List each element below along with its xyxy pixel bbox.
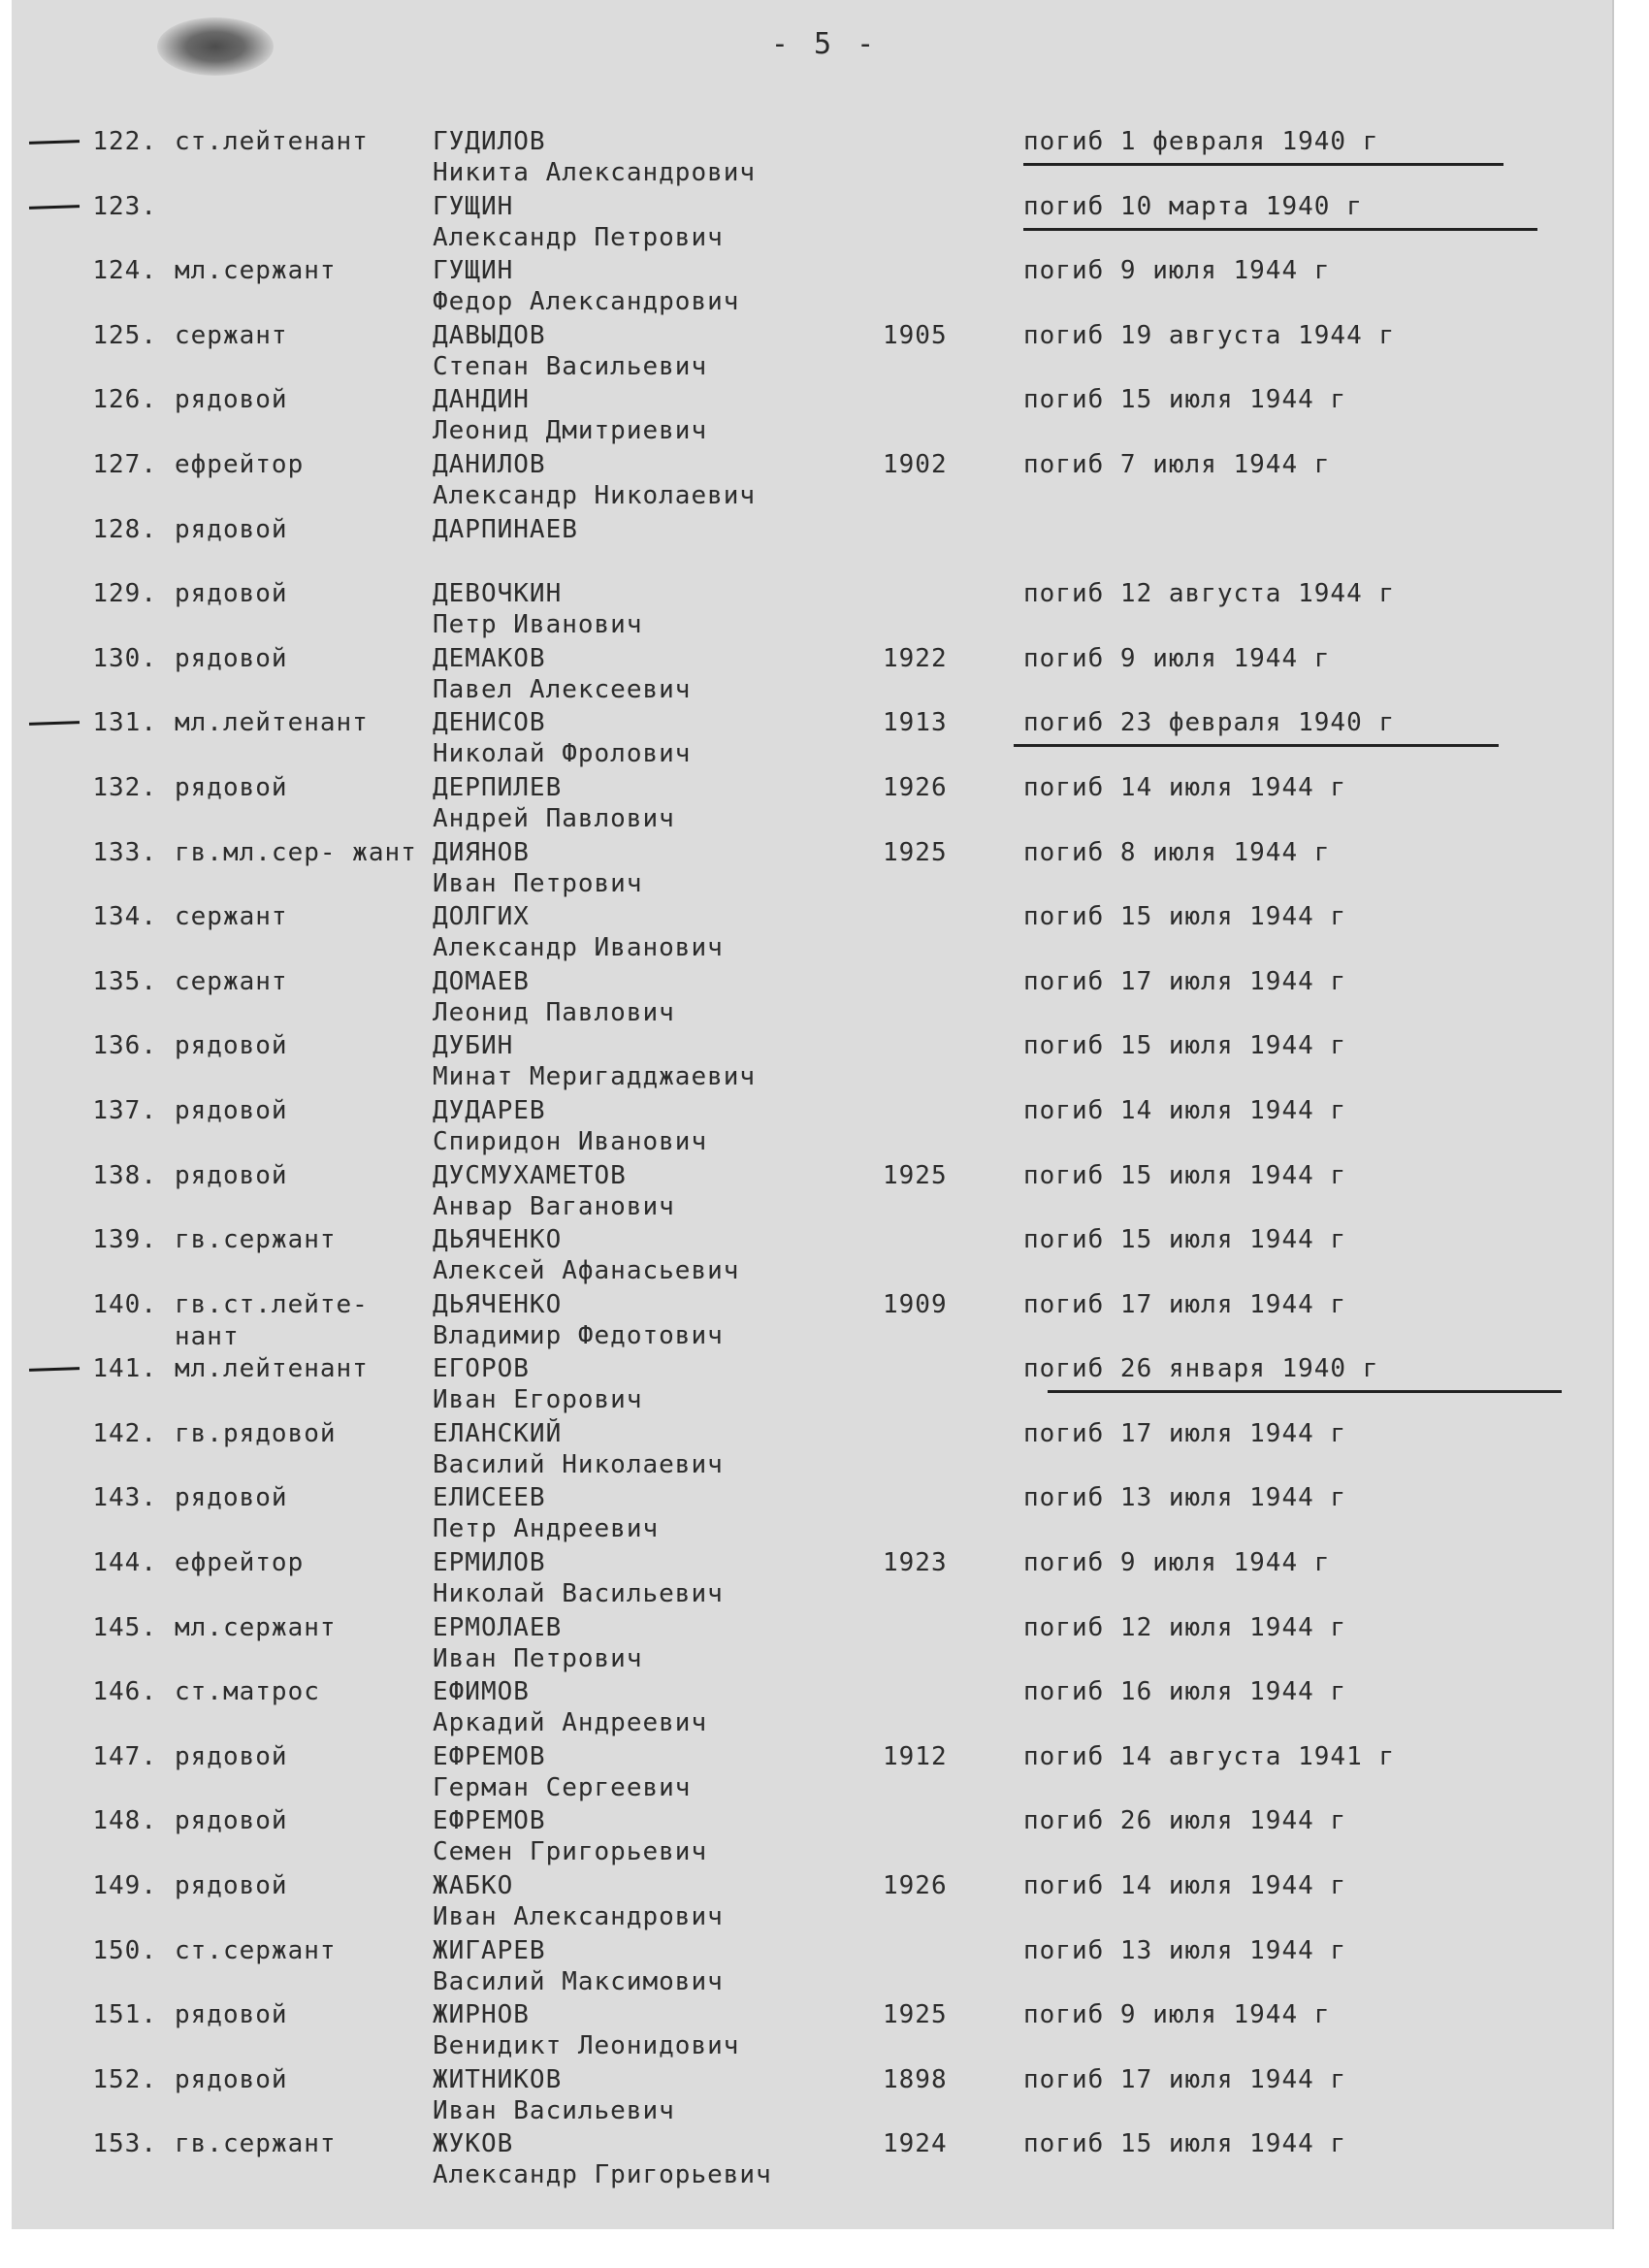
entry-surname: ДАНДИН: [433, 385, 530, 415]
list-item: [0, 643, 1649, 708]
list-item: [0, 384, 1649, 449]
entry-given-names: Иван Александрович: [433, 1902, 724, 1932]
entry-death-note: погиб 26 июля 1944 г: [1023, 1806, 1347, 1836]
entry-death-note: погиб 14 июля 1944 г: [1023, 1871, 1347, 1901]
list-item: [0, 126, 1649, 191]
entry-death-note: погиб 12 августа 1944 г: [1023, 579, 1396, 609]
entry-rank: рядовой: [175, 2064, 288, 2094]
entry-given-names: Никита Александрович: [433, 158, 757, 187]
entry-surname: ЕЛИСЕЕВ: [433, 1483, 546, 1513]
entry-death-note: погиб 9 июля 1944 г: [1023, 256, 1331, 286]
entry-rank: рядовой: [175, 1871, 288, 1901]
entry-death-note: погиб 17 июля 1944 г: [1023, 1418, 1347, 1448]
entry-rank: ст.сержант: [175, 1935, 337, 1965]
entry-surname: ДЬЯЧЕНКО: [433, 1225, 563, 1255]
entry-surname: ДЕМАКОВ: [433, 643, 546, 673]
entry-number: 148.: [92, 1806, 157, 1836]
entry-death-note: погиб 23 февраля 1940 г: [1023, 708, 1396, 738]
entry-given-names: Петр Андреевич: [433, 1514, 660, 1544]
entry-surname: ГУДИЛОВ: [433, 127, 546, 156]
entry-given-names: Степан Васильевич: [433, 351, 708, 381]
entry-death-note: погиб 7 июля 1944 г: [1023, 449, 1331, 479]
list-item: [0, 966, 1649, 1031]
entry-given-names: Александр Николаевич: [433, 480, 757, 510]
entry-number: 134.: [92, 902, 157, 932]
list-item: [0, 901, 1649, 966]
entry-birth-year: 1922: [883, 643, 948, 673]
list-item: [0, 1418, 1649, 1483]
entry-given-names: Леонид Павлович: [433, 997, 675, 1027]
list-item: [0, 1095, 1649, 1160]
entry-rank: гв.сержант: [175, 2129, 337, 2159]
list-item: [0, 1805, 1649, 1870]
entry-surname: ДАРПИНАЕВ: [433, 514, 578, 544]
entry-surname: ЖИРНОВ: [433, 2000, 530, 2030]
entry-death-note: погиб 26 января 1940 г: [1023, 1354, 1379, 1384]
entry-death-note: погиб 15 июля 1944 г: [1023, 902, 1347, 932]
list-item: [0, 707, 1649, 772]
handwritten-underline: [1048, 1390, 1562, 1393]
entry-given-names: Семен Григорьевич: [433, 1837, 708, 1867]
list-item: [0, 1935, 1649, 2000]
entry-rank: рядовой: [175, 772, 288, 802]
entry-surname: ДУСМУХАМЕТОВ: [433, 1160, 627, 1190]
entry-surname: ДАНИЛОВ: [433, 449, 546, 479]
entry-given-names: Иван Петрович: [433, 1643, 643, 1673]
list-item: [0, 1030, 1649, 1095]
entry-death-note: погиб 8 июля 1944 г: [1023, 837, 1331, 867]
entry-surname: ЖАБКО: [433, 1871, 514, 1901]
entry-surname: ЕФРЕМОВ: [433, 1741, 546, 1771]
entry-rank: рядовой: [175, 1031, 288, 1061]
entry-number: 151.: [92, 2000, 157, 2030]
entry-death-note: погиб 15 июля 1944 г: [1023, 1225, 1347, 1255]
casualty-list: [0, 126, 1649, 2193]
entry-given-names: Федор Александрович: [433, 287, 740, 317]
entry-birth-year: 1926: [883, 772, 948, 802]
entry-death-note: погиб 9 июля 1944 г: [1023, 2000, 1331, 2030]
handwritten-underline: [1014, 744, 1499, 747]
entry-rank: гв.мл.сер- жант: [175, 837, 417, 867]
entry-given-names: Иван Егорович: [433, 1385, 643, 1415]
entry-rank: сержант: [175, 902, 288, 932]
list-item: [0, 191, 1649, 256]
entry-surname: ДОМАЕВ: [433, 966, 530, 996]
entry-rank: рядовой: [175, 385, 288, 415]
entry-given-names: Василий Максимович: [433, 1966, 724, 1996]
entry-birth-year: 1925: [883, 1160, 948, 1190]
entry-given-names: Иван Петрович: [433, 868, 643, 898]
entry-surname: ЖИТНИКОВ: [433, 2064, 563, 2094]
entry-number: 124.: [92, 256, 157, 286]
list-item: [0, 1741, 1649, 1806]
entry-given-names: Василий Николаевич: [433, 1449, 724, 1479]
list-item: [0, 1999, 1649, 2064]
entry-surname: ДУДАРЕВ: [433, 1095, 546, 1125]
entry-rank: ст.лейтенант: [175, 127, 369, 156]
entry-number: 146.: [92, 1677, 157, 1707]
entry-number: 132.: [92, 772, 157, 802]
entry-death-note: погиб 9 июля 1944 г: [1023, 643, 1331, 673]
entry-given-names: Алексей Афанасьевич: [433, 1256, 740, 1286]
list-item: [0, 1224, 1649, 1289]
entry-death-note: погиб 13 июля 1944 г: [1023, 1483, 1347, 1513]
entry-death-note: погиб 12 июля 1944 г: [1023, 1612, 1347, 1642]
entry-rank: гв.рядовой: [175, 1418, 337, 1448]
entry-number: 147.: [92, 1741, 157, 1771]
list-item: [0, 449, 1649, 514]
entry-rank: рядовой: [175, 643, 288, 673]
list-item: [0, 1676, 1649, 1741]
entry-given-names: Павел Алексеевич: [433, 674, 692, 704]
entry-rank: ефрейтор: [175, 449, 305, 479]
entry-surname: ДАВЫДОВ: [433, 320, 546, 350]
entry-number: 140.: [92, 1289, 157, 1319]
entry-given-names: Минат Меригадджаевич: [433, 1062, 757, 1092]
entry-rank: рядовой: [175, 579, 288, 609]
entry-number: 139.: [92, 1225, 157, 1255]
entry-rank: рядовой: [175, 1741, 288, 1771]
list-item: [0, 320, 1649, 385]
entry-surname: ЕЛАНСКИЙ: [433, 1418, 563, 1448]
entry-given-names: Аркадий Андреевич: [433, 1708, 708, 1738]
list-item: [0, 255, 1649, 320]
entry-number: 136.: [92, 1031, 157, 1061]
entry-death-note: погиб 1 февраля 1940 г: [1023, 127, 1379, 156]
entry-surname: ЕРМОЛАЕВ: [433, 1612, 563, 1642]
entry-given-names: Андрей Павлович: [433, 803, 675, 833]
entry-death-note: погиб 9 июля 1944 г: [1023, 1548, 1331, 1578]
entry-death-note: погиб 17 июля 1944 г: [1023, 966, 1347, 996]
entry-number: 141.: [92, 1354, 157, 1384]
entry-surname: ДЕВОЧКИН: [433, 579, 563, 609]
list-item: [0, 837, 1649, 902]
entry-birth-year: 1912: [883, 1741, 948, 1771]
entry-number: 129.: [92, 579, 157, 609]
list-item: [0, 1612, 1649, 1677]
entry-birth-year: 1925: [883, 2000, 948, 2030]
entry-given-names: Иван Васильевич: [433, 2095, 675, 2125]
entry-surname: ДОЛГИХ: [433, 902, 530, 932]
entry-birth-year: 1926: [883, 1871, 948, 1901]
entry-surname: ЕФИМОВ: [433, 1677, 530, 1707]
list-item: [0, 514, 1649, 579]
list-item: [0, 772, 1649, 837]
entry-birth-year: 1902: [883, 449, 948, 479]
entry-death-note: погиб 14 июля 1944 г: [1023, 772, 1347, 802]
entry-rank: сержант: [175, 320, 288, 350]
entry-number: 145.: [92, 1612, 157, 1642]
entry-number: 149.: [92, 1871, 157, 1901]
entry-surname: ГУЩИН: [433, 256, 514, 286]
entry-death-note: погиб 19 августа 1944 г: [1023, 320, 1396, 350]
entry-given-names: Леонид Дмитриевич: [433, 416, 708, 446]
list-item: [0, 578, 1649, 643]
entry-number: 133.: [92, 837, 157, 867]
list-item: [0, 1547, 1649, 1612]
entry-given-names: Анвар Ваганович: [433, 1191, 675, 1221]
entry-number: 125.: [92, 320, 157, 350]
entry-number: 144.: [92, 1548, 157, 1578]
entry-surname: ЕФРЕМОВ: [433, 1806, 546, 1836]
entry-given-names: Александр Иванович: [433, 933, 724, 963]
entry-surname: ДУБИН: [433, 1031, 514, 1061]
entry-number: 153.: [92, 2129, 157, 2159]
list-item: [0, 1353, 1649, 1418]
entry-death-note: погиб 15 июля 1944 г: [1023, 1031, 1347, 1061]
entry-rank: рядовой: [175, 1483, 288, 1513]
page-number: - 5 -: [770, 27, 879, 61]
entry-given-names: Владимир Федотович: [433, 1320, 724, 1350]
entry-number: 138.: [92, 1160, 157, 1190]
entry-death-note: погиб 17 июля 1944 г: [1023, 1289, 1347, 1319]
entry-birth-year: 1925: [883, 837, 948, 867]
entry-rank: ст.матрос: [175, 1677, 320, 1707]
entry-surname: ДЕНИСОВ: [433, 708, 546, 738]
entry-death-note: погиб 14 августа 1941 г: [1023, 1741, 1396, 1771]
entry-death-note: погиб 16 июля 1944 г: [1023, 1677, 1347, 1707]
entry-death-note: погиб 14 июля 1944 г: [1023, 1095, 1347, 1125]
entry-rank: мл.сержант: [175, 256, 337, 286]
entry-death-note: погиб 10 марта 1940 г: [1023, 191, 1363, 221]
entry-surname: ЕГОРОВ: [433, 1354, 530, 1384]
list-item: [0, 1482, 1649, 1547]
entry-number: 131.: [92, 708, 157, 738]
entry-rank: рядовой: [175, 2000, 288, 2030]
entry-given-names: Петр Иванович: [433, 610, 643, 640]
entry-death-note: погиб 15 июля 1944 г: [1023, 2129, 1347, 2159]
entry-number: 126.: [92, 385, 157, 415]
entry-number: 143.: [92, 1483, 157, 1513]
entry-number: 137.: [92, 1095, 157, 1125]
entry-surname: ЖИГАРЕВ: [433, 1935, 546, 1965]
entry-rank: гв.сержант: [175, 1225, 337, 1255]
entry-death-note: погиб 13 июля 1944 г: [1023, 1935, 1347, 1965]
entry-given-names: Николай Фролович: [433, 739, 692, 769]
entry-death-note: погиб 17 июля 1944 г: [1023, 2064, 1347, 2094]
entry-rank: сержант: [175, 966, 288, 996]
entry-rank: рядовой: [175, 514, 288, 544]
entry-death-note: погиб 15 июля 1944 г: [1023, 1160, 1347, 1190]
entry-number: 152.: [92, 2064, 157, 2094]
entry-surname: ДИЯНОВ: [433, 837, 530, 867]
entry-rank: рядовой: [175, 1095, 288, 1125]
list-item: [0, 1160, 1649, 1225]
entry-number: 135.: [92, 966, 157, 996]
entry-surname: ЕРМИЛОВ: [433, 1548, 546, 1578]
entry-given-names: Николай Васильевич: [433, 1579, 724, 1609]
entry-number: 142.: [92, 1418, 157, 1448]
entry-given-names: Александр Григорьевич: [433, 2160, 772, 2190]
entry-surname: ЖУКОВ: [433, 2129, 514, 2159]
entry-number: 130.: [92, 643, 157, 673]
entry-rank: мл.лейтенант: [175, 1354, 369, 1384]
entry-given-names: Венидикт Леонидович: [433, 2031, 740, 2061]
entry-number: 128.: [92, 514, 157, 544]
entry-number: 123.: [92, 191, 157, 221]
entry-number: 122.: [92, 127, 157, 156]
list-item: [0, 1870, 1649, 1935]
entry-number: 150.: [92, 1935, 157, 1965]
handwritten-underline: [1023, 228, 1537, 231]
entry-rank: рядовой: [175, 1160, 288, 1190]
entry-given-names: Герман Сергеевич: [433, 1772, 692, 1802]
list-item: [0, 2064, 1649, 2129]
entry-given-names: Александр Петрович: [433, 222, 724, 252]
entry-surname: ДЬЯЧЕНКО: [433, 1289, 563, 1319]
entry-rank: мл.сержант: [175, 1612, 337, 1642]
entry-rank: мл.лейтенант: [175, 708, 369, 738]
entry-given-names: Спиридон Иванович: [433, 1126, 708, 1156]
entry-number: 127.: [92, 449, 157, 479]
entry-birth-year: 1913: [883, 708, 948, 738]
handwritten-underline: [1023, 163, 1504, 166]
entry-birth-year: 1923: [883, 1548, 948, 1578]
entry-rank: рядовой: [175, 1806, 288, 1836]
entry-birth-year: 1909: [883, 1289, 948, 1319]
entry-birth-year: 1898: [883, 2064, 948, 2094]
entry-birth-year: 1905: [883, 320, 948, 350]
list-item: [0, 2128, 1649, 2193]
list-item: [0, 1289, 1649, 1354]
entry-surname: ГУЩИН: [433, 191, 514, 221]
entry-rank: гв.ст.лейте- нант: [175, 1289, 369, 1351]
entry-death-note: погиб 15 июля 1944 г: [1023, 385, 1347, 415]
entry-surname: ДЕРПИЛЕВ: [433, 772, 563, 802]
entry-birth-year: 1924: [883, 2129, 948, 2159]
entry-rank: ефрейтор: [175, 1548, 305, 1578]
